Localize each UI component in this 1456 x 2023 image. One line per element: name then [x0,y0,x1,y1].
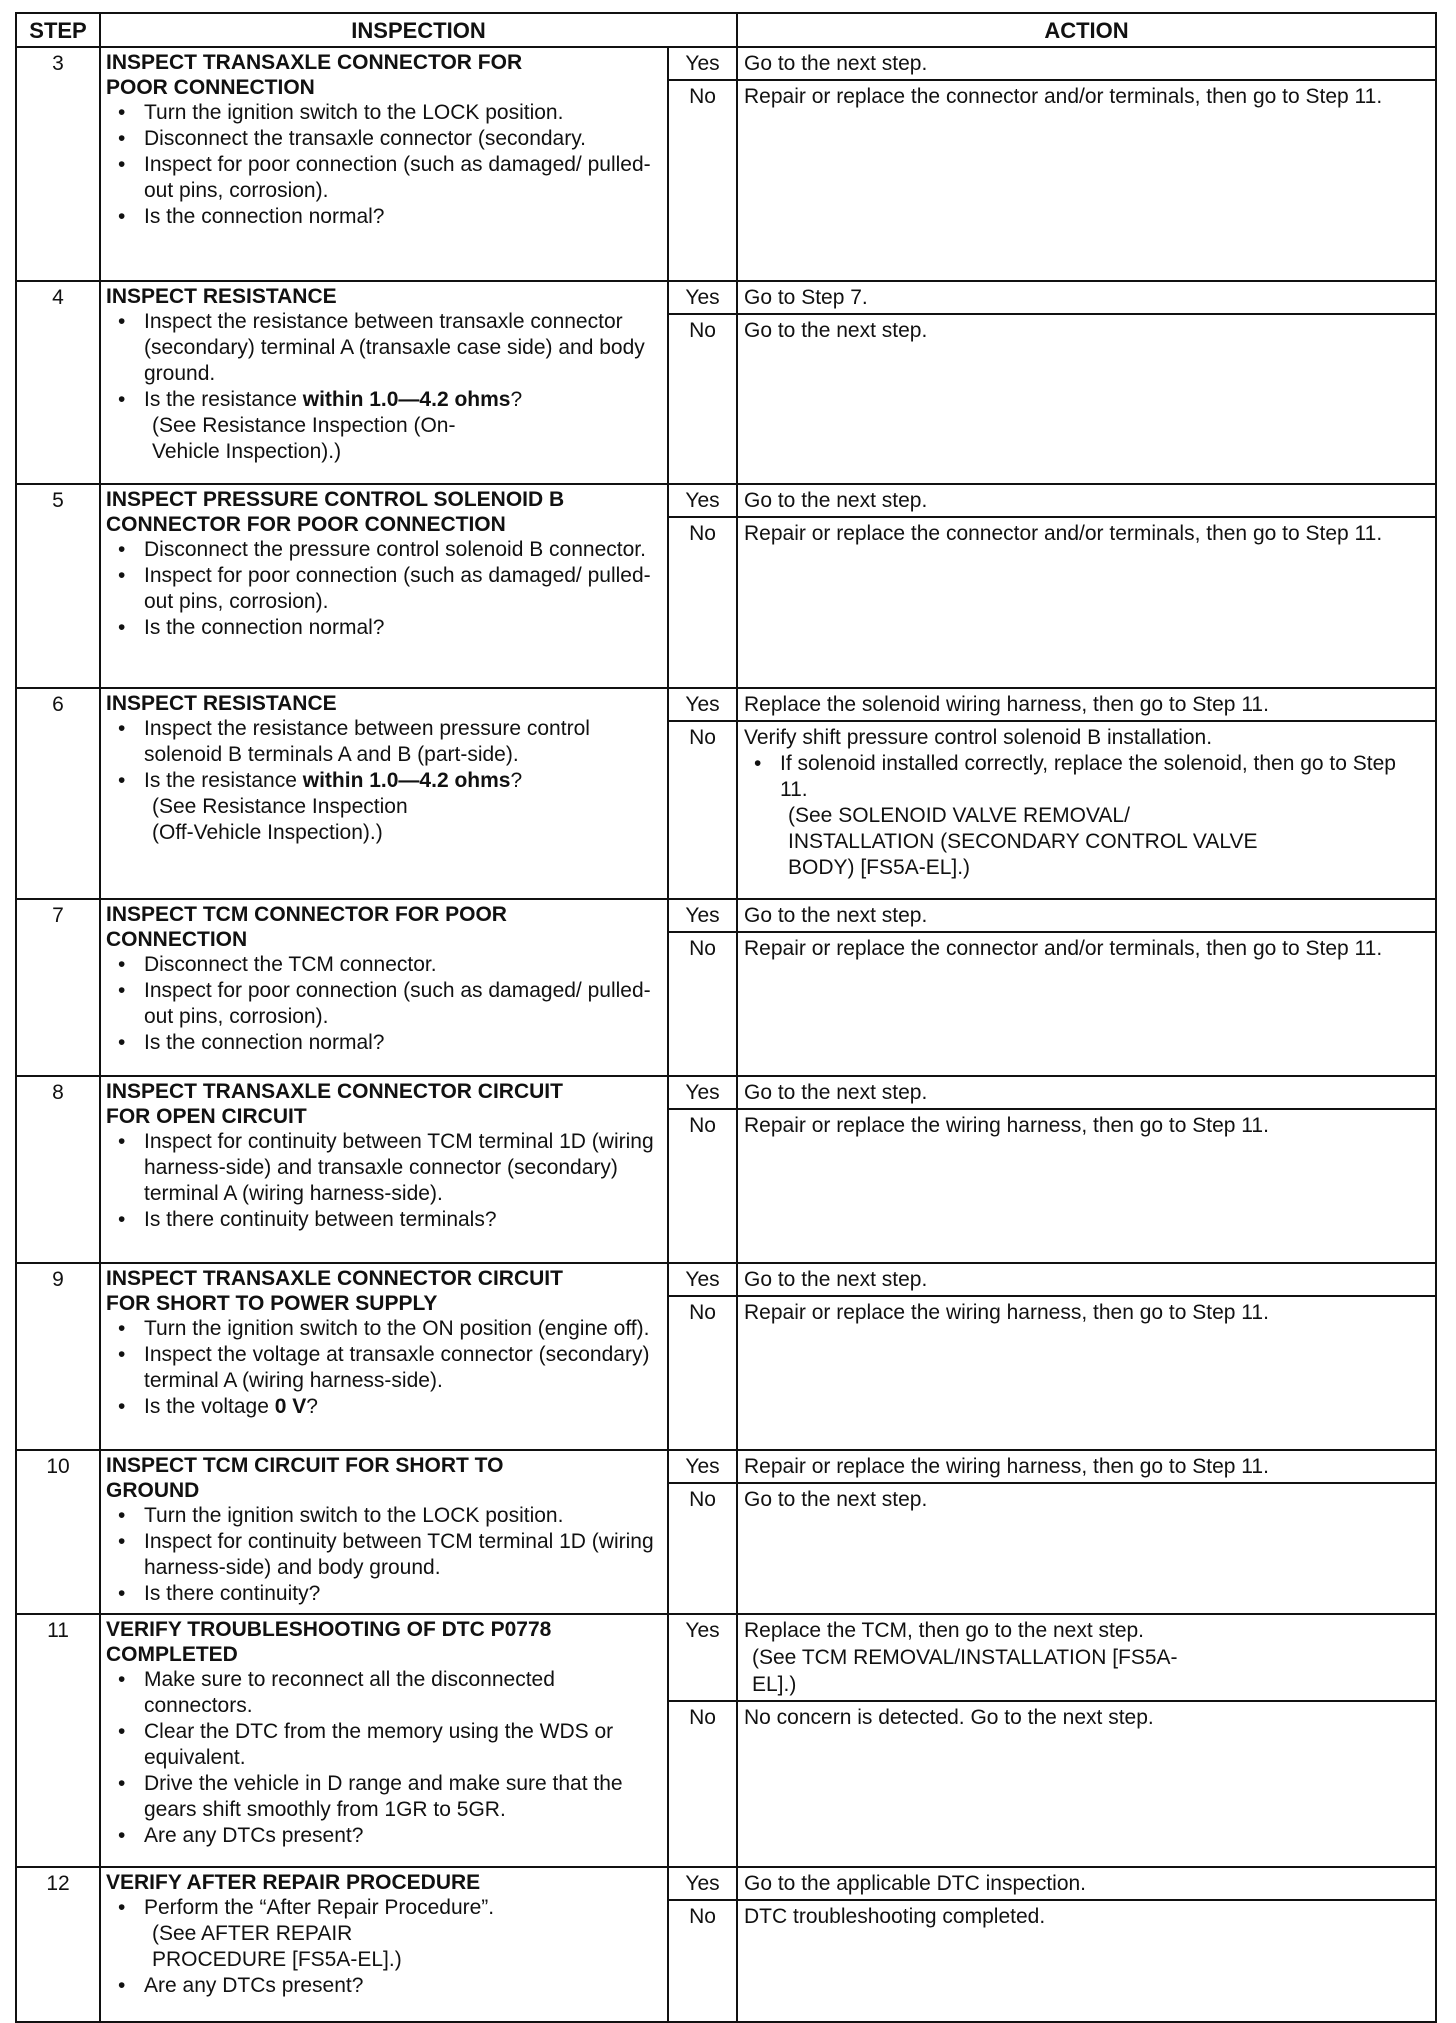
inspection-title [106,1079,663,1129]
yes-label: Yes [668,899,737,932]
reference-line: EL].) [752,1673,797,1696]
inspection-title-line: INSPECT TCM CONNECTOR FOR POOR [106,903,507,926]
inspection-title-line: INSPECT TRANSAXLE CONNECTOR CIRCUIT [106,1080,563,1103]
yes-label: Yes [668,281,737,314]
inspection-title-line: VERIFY AFTER REPAIR PROCEDURE [106,1871,481,1894]
reference-line: (Off-Vehicle Inspection).) [152,821,383,844]
step-number: 3 [16,47,100,281]
yes-action-text: Go to the next step. [744,489,928,512]
no-label: No [668,1296,737,1450]
inspection-question: • Is the voltage 0 V? [144,1394,663,1420]
no-label: No [668,1701,737,1867]
no-label: No [668,721,737,899]
yes-action [737,281,1436,314]
inspection-cell [100,47,668,281]
inspection-cell [100,688,668,899]
inspection-cell [100,281,668,484]
step-row-yes [16,1614,1436,1701]
no-label: No [668,1483,737,1614]
inspection-cell [100,484,668,688]
step-row-yes [16,1867,1436,1900]
yes-action-text: Replace the solenoid wiring harness, then go to Step 11. [744,693,1269,716]
no-action-text: Go to the next step. [744,1488,928,1511]
inspection-step: • Inspect the voltage at transaxle connector (secondary) terminal A (wiring harness-side). [144,1342,663,1394]
yes-action-text: Replace the TCM, then go to the next step. [744,1619,1145,1642]
reference-line: (See AFTER REPAIR [152,1922,353,1945]
header-row [16,13,1436,47]
reference-line: (See TCM REMOVAL/INSTALLATION [FS5A- [752,1646,1178,1669]
inspection-step: • Disconnect the TCM connector. [144,952,663,978]
inspection-steps [106,1895,663,1999]
step-number: 5 [16,484,100,688]
no-action [737,1296,1436,1450]
inspection-question: • Is the resistance within 1.0—4.2 ohms? (See Resistance Inspection (On- Vehicle Inspection).) [144,387,663,465]
no-action [737,1701,1436,1867]
step-row-yes [16,484,1436,517]
inspection-title [106,487,663,537]
inspection-title-line: INSPECT TRANSAXLE CONNECTOR CIRCUIT [106,1267,563,1290]
no-action-text: No concern is detected. Go to the next step. [744,1706,1154,1729]
no-label: No [668,80,737,281]
inspection-step: • Inspect the resistance between pressure control solenoid B terminals A and B (part-side). [144,716,663,768]
action-steps [744,751,1429,881]
no-action [737,721,1436,899]
spec-value: within 1.0—4.2 ohms [302,769,511,792]
reference-line: (See SOLENOID VALVE REMOVAL/ [788,804,1130,827]
no-action-text: Repair or replace the connector and/or terminals, then go to Step 11. [744,85,1383,108]
inspection-step: • Inspect the resistance between transaxle connector (secondary) terminal A (transaxle case side) and body ground. [144,309,663,387]
inspection-title-line: INSPECT RESISTANCE [106,285,337,308]
no-action [737,1483,1436,1614]
inspection-question: • Is the resistance within 1.0—4.2 ohms? (See Resistance Inspection (Off-Vehicle Inspection).) [144,768,663,846]
yes-action-text: Go to the next step. [744,52,928,75]
yes-action [737,1263,1436,1296]
inspection-cell [100,1450,668,1614]
yes-action [737,1450,1436,1483]
yes-label: Yes [668,1450,737,1483]
inspection-step: • Inspect for poor connection (such as damaged/ pulled-out pins, corrosion). [144,152,663,204]
inspection-cell [100,899,668,1076]
no-action-text: Verify shift pressure control solenoid B installation. [744,726,1213,749]
yes-action [737,1076,1436,1109]
inspection-title [106,902,663,952]
inspection-title [106,1266,663,1316]
inspection-steps [106,952,663,1056]
yes-label: Yes [668,1614,737,1701]
no-label: No [668,1900,737,2022]
step-number: 11 [16,1614,100,1867]
inspection-step: • Turn the ignition switch to the ON position (engine off). [144,1316,663,1342]
inspection-title [106,50,663,100]
inspection-steps [106,309,663,465]
inspection-steps [106,1503,663,1607]
yes-label: Yes [668,688,737,721]
inspection-steps [106,537,663,641]
no-action-text: Repair or replace the connector and/or terminals, then go to Step 11. [744,937,1383,960]
step-row-yes [16,1450,1436,1483]
header-inspection: INSPECTION [100,13,737,47]
yes-action-text: Go to the next step. [744,904,928,927]
spec-value: 0 V [274,1395,307,1418]
step-number: 6 [16,688,100,899]
inspection-step: • Is the connection normal? [144,1030,663,1056]
inspection-step: • Inspect for continuity between TCM terminal 1D (wiring harness-side) and transaxle connector (secondary) terminal A (wiring harness-side). [144,1129,663,1207]
inspection-step: • Drive the vehicle in D range and make sure that the gears shift smoothly from 1GR to 5GR. [144,1771,663,1823]
inspection-question: • Are any DTCs present? [144,1973,663,1999]
inspection-step: • Turn the ignition switch to the LOCK position. [144,100,663,126]
inspection-step: • Is the connection normal? [144,204,663,230]
reference-line: (See Resistance Inspection [152,795,408,818]
inspection-step: • Disconnect the pressure control solenoid B connector. [144,537,663,563]
no-action-text: Go to the next step. [744,319,928,342]
yes-action-text: Go to the next step. [744,1081,928,1104]
no-action-text: Repair or replace the wiring harness, then go to Step 11. [744,1114,1269,1137]
inspection-step: • Turn the ignition switch to the LOCK position. [144,1503,663,1529]
no-action [737,314,1436,484]
no-label: No [668,1109,737,1263]
inspection-step: • Is there continuity? [144,1581,663,1607]
inspection-step: • Inspect for continuity between TCM terminal 1D (wiring harness-side) and body ground. [144,1529,663,1581]
inspection-title [106,1617,663,1667]
inspection-title-line: CONNECTOR FOR POOR CONNECTION [106,513,506,536]
yes-action-text: Go to the next step. [744,1268,928,1291]
inspection-title-line: CONNECTION [106,928,248,951]
spec-value: within 1.0—4.2 ohms [302,388,511,411]
inspection-cell [100,1076,668,1263]
no-label: No [668,314,737,484]
step-row-yes [16,47,1436,80]
no-action-text: DTC troubleshooting completed. [744,1905,1046,1928]
inspection-step: • Inspect for poor connection (such as damaged/ pulled-out pins, corrosion). [144,978,663,1030]
reference-line: (See Resistance Inspection (On- [152,414,456,437]
reference-line: Vehicle Inspection).) [152,440,342,463]
inspection-title [106,691,663,716]
inspection-title-line: COMPLETED [106,1643,238,1666]
inspection-cell [100,1263,668,1450]
no-action [737,80,1436,281]
no-action-text: Repair or replace the wiring harness, then go to Step 11. [744,1301,1269,1324]
header-step: STEP [16,13,100,47]
step-number: 9 [16,1263,100,1450]
yes-label: Yes [668,47,737,80]
inspection-steps [106,1667,663,1849]
inspection-step: • Clear the DTC from the memory using the WDS or equivalent. [144,1719,663,1771]
inspection-cell [100,1614,668,1867]
step-number: 12 [16,1867,100,2022]
inspection-title [106,284,663,309]
inspection-title-line: GROUND [106,1479,200,1502]
yes-label: Yes [668,1867,737,1900]
inspection-title [106,1870,663,1895]
no-action-text: Repair or replace the connector and/or terminals, then go to Step 11. [744,522,1383,545]
yes-action [737,484,1436,517]
step-row-yes [16,688,1436,721]
inspection-title-line: POOR CONNECTION [106,76,315,99]
inspection-title-line: INSPECT TRANSAXLE CONNECTOR FOR [106,51,523,74]
yes-label: Yes [668,1076,737,1109]
yes-label: Yes [668,484,737,517]
no-label: No [668,932,737,1076]
reference-line: BODY) [FS5A-EL].) [788,856,971,879]
yes-action [737,1614,1436,1701]
step-number: 7 [16,899,100,1076]
table-body [16,47,1436,2022]
yes-action-text: Go to the applicable DTC inspection. [744,1872,1087,1895]
yes-action [737,47,1436,80]
no-action [737,517,1436,688]
inspection-step: • Disconnect the transaxle connector (secondary. [144,126,663,152]
yes-action [737,1867,1436,1900]
inspection-step: • Is there continuity between terminals? [144,1207,663,1233]
reference-line: PROCEDURE [FS5A-EL].) [152,1948,402,1971]
inspection-step: • Perform the “After Repair Procedure”. (See AFTER REPAIR PROCEDURE [FS5A-EL].) [144,1895,663,1973]
troubleshooting-table [15,12,1437,2023]
action-step: • If solenoid installed correctly, replace the solenoid, then go to Step 11. (See SOLENOID VALVE REMOVAL/ INSTALLATION (SECONDARY CONTROL VALVE BODY) [FS5A-EL].) [780,751,1429,881]
inspection-title-line: VERIFY TROUBLESHOOTING OF DTC P0778 [106,1618,552,1641]
inspection-cell [100,1867,668,2022]
troubleshooting-document [15,12,1435,2023]
inspection-title-line: FOR SHORT TO POWER SUPPLY [106,1292,438,1315]
inspection-step: • Is the connection normal? [144,615,663,641]
yes-action-text: Go to Step 7. [744,286,868,309]
step-row-yes [16,899,1436,932]
inspection-step: • Inspect for poor connection (such as damaged/ pulled-out pins, corrosion). [144,563,663,615]
yes-label: Yes [668,1263,737,1296]
step-row-yes [16,281,1436,314]
inspection-steps [106,1316,663,1420]
step-number: 10 [16,1450,100,1614]
no-action [737,932,1436,1076]
step-row-yes [16,1076,1436,1109]
yes-action [737,688,1436,721]
no-label: No [668,517,737,688]
inspection-steps [106,716,663,846]
inspection-steps [106,1129,663,1233]
inspection-title-line: INSPECT RESISTANCE [106,692,337,715]
step-number: 4 [16,281,100,484]
header-action: ACTION [737,13,1436,47]
inspection-step: • Are any DTCs present? [144,1823,663,1849]
no-action [737,1109,1436,1263]
inspection-title-line: FOR OPEN CIRCUIT [106,1105,307,1128]
inspection-steps [106,100,663,230]
reference-line: INSTALLATION (SECONDARY CONTROL VALVE [788,830,1258,853]
inspection-title-line: INSPECT TCM CIRCUIT FOR SHORT TO [106,1454,504,1477]
inspection-step: • Make sure to reconnect all the disconnected connectors. [144,1667,663,1719]
no-action [737,1900,1436,2022]
yes-action [737,899,1436,932]
inspection-title [106,1453,663,1503]
yes-action-text: Repair or replace the wiring harness, then go to Step 11. [744,1455,1269,1478]
step-row-yes [16,1263,1436,1296]
step-number: 8 [16,1076,100,1263]
inspection-title-line: INSPECT PRESSURE CONTROL SOLENOID B [106,488,565,511]
